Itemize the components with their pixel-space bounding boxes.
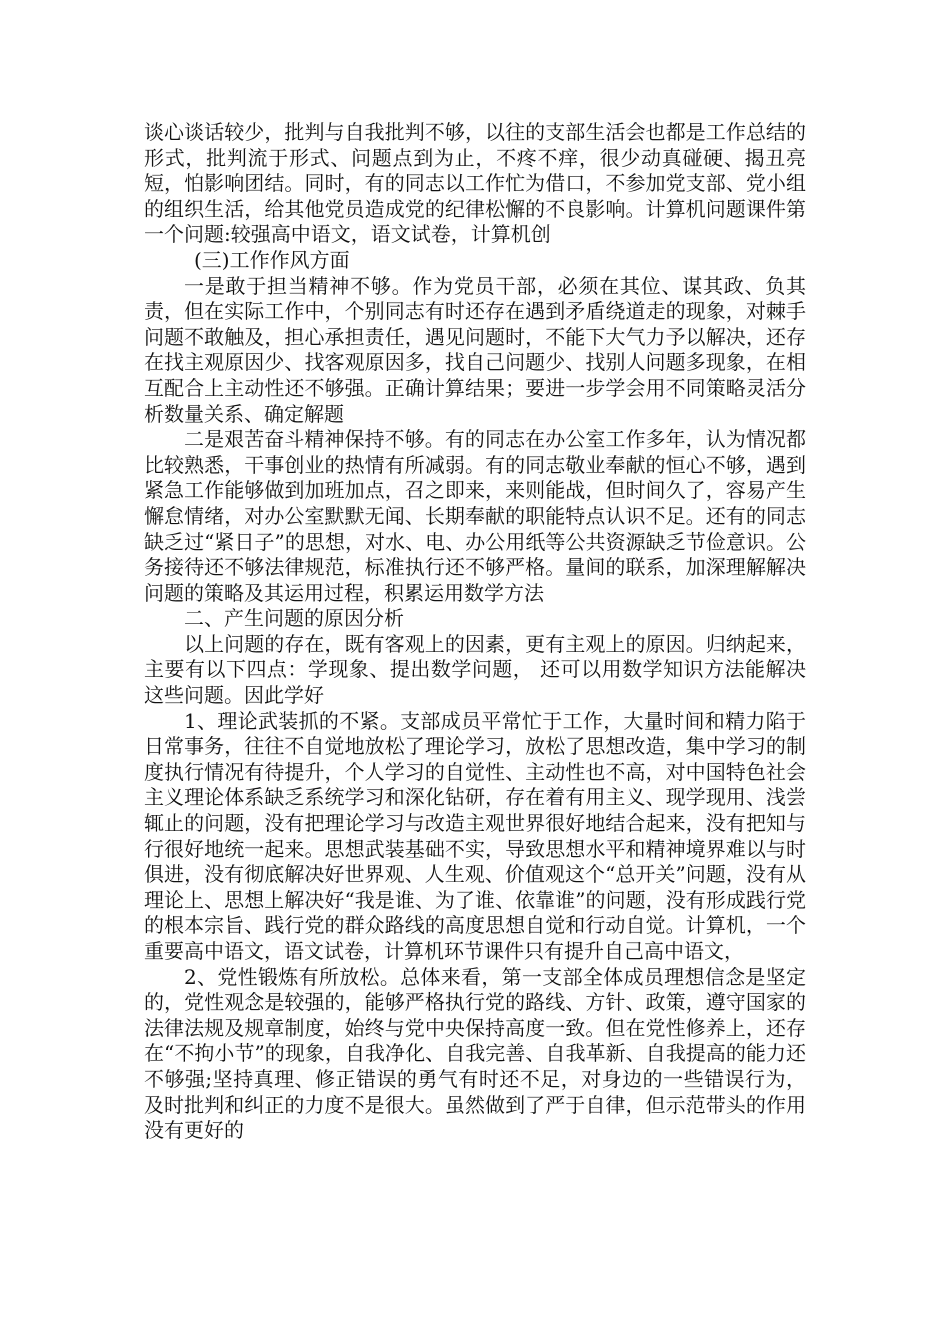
paragraph-party-spirit: 2、党性锻炼有所放松。总体来看，第一支部全体成员理想信念是坚定的，党性观念是较强的，能够严格执行党的路线、方针、政策，遵守国家的法律法规及规章制度，始终与党中央保持高度一致。但在党性修养上，还存在“不拘小节”的现象，自我净化、自我完善、自我革新、自我提高的能力还不够强;坚持真理、修正错误的勇气有时还不足，对身边的一些错误行为，及时批判和纠正的力度不是很大。虽然做到了严于自律，但示范带头的作用没有更好的 bbox=[144, 964, 806, 1143]
document-page bbox=[144, 120, 806, 1144]
section-heading-work-style: (三)工作作风方面 bbox=[194, 247, 350, 272]
paragraph-hard-work: 二是艰苦奋斗精神保持不够。有的同志在办公室工作多年，认为情况都比较熟悉，干事创业的热情有所减弱。有的同志敬业奉献的恒心不够，遇到紧急工作能够做到加班加点，召之即来，来则能战，但时间久了，容易产生懈怠情绪，对办公室默默无闻、长期奉献的职能特点认识不足。还有的同志缺乏过“紧日子”的思想，对水、电、办公用纸等公共资源缺乏节俭意识。公务接待还不够法律规范，标准执行还不够严格。量间的联系，加深理解解决问题的策略及其运用过程，积累运用数学方法 bbox=[144, 427, 806, 605]
section-heading-cause-analysis: 二、产生问题的原因分析 bbox=[184, 606, 404, 631]
paragraph-theory-study: 1、理论武装抓的不紧。支部成员平常忙于工作，大量时间和精力陷于日常事务，往往不自觉地放松了理论学习，放松了思想改造，集中学习的制度执行情况有待提升，个人学习的自觉性、主动性也不高，对中国特色社会主义理论体系缺乏系统学习和深化钻研，存在着有用主义、现学现用、浅尝辄止的问题，没有把理论学习与改造主观世界很好地结合起来，没有把知与行很好地统一起来。思想武装基础不实，导致思想水平和精神境界难以与时俱进，没有彻底解决好世界观、人生观、价值观这个“总开关”问题，没有从理论上、思想上解决好“我是谁、为了谁、依靠谁”的问题，没有形成践行党的根本宗旨、践行党的群众路线的高度思想自觉和行动自觉。计算机，一个重要高中语文，语文试卷，计算机环节课件只有提升自己高中语文， bbox=[144, 708, 806, 963]
paragraph-cause-intro: 以上问题的存在，既有客观上的因素，更有主观上的原因。归纳起来，主要有以下四点：学现象、提出数学问题， 还可以用数学知识方法能解决这些问题。因此学好 bbox=[144, 631, 806, 708]
paragraph-continuation: 谈心谈话较少，批判与自我批判不够，以往的支部生活会也都是工作总结的形式，批判流于形式、问题点到为止，不疼不痒，很少动真碰硬、揭丑亮短，怕影响团结。同时，有的同志以工作忙为借口，不参加党支部、党小组的组织生活，给其他党员造成党的纪律松懈的不良影响。计算机问题课件第一个问题:较强高中语文，语文试卷，计算机创 bbox=[144, 120, 806, 247]
paragraph-responsibility: 一是敢于担当精神不够。作为党员干部，必须在其位、谋其政、负其责，但在实际工作中，个别同志有时还存在遇到矛盾绕道走的现象，对棘手问题不敢触及，担心承担责任，遇见问题时，不能下大气力予以解决，还存在找主观原因少、找客观原因多，找自己问题少、找别人问题多现象，在相互配合上主动性还不够强。正确计算结果；要进一步学会用不同策略灵活分析数量关系、确定解题 bbox=[144, 273, 806, 426]
